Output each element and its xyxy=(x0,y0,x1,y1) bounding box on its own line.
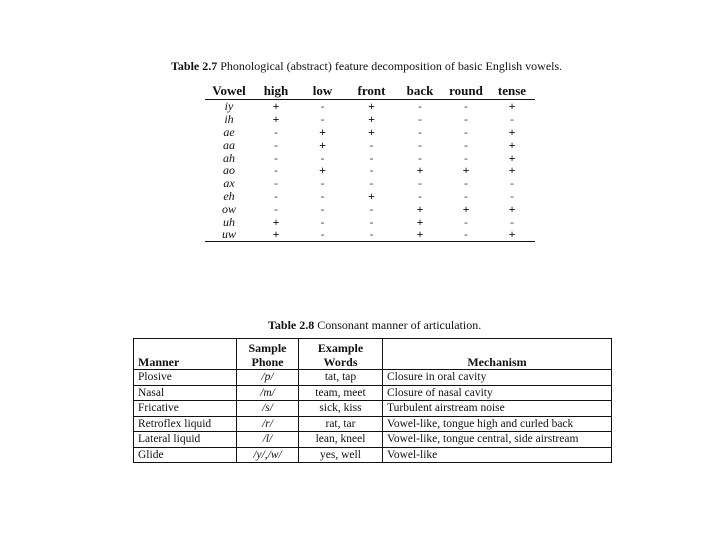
header-front: front xyxy=(357,83,386,98)
header-round: round xyxy=(449,83,483,98)
feature-value: - xyxy=(320,227,325,242)
feature-value: - xyxy=(510,176,514,191)
feature-value: - xyxy=(274,124,278,139)
example-words-cell: rat, tar xyxy=(299,416,383,432)
feature-value: - xyxy=(369,214,374,229)
header-high: high xyxy=(263,83,289,98)
feature-value: + xyxy=(368,99,375,114)
mechanism-cell: Vowel-like xyxy=(383,447,612,463)
manner-cell: Plosive xyxy=(134,370,237,386)
vowel-symbol: iy xyxy=(224,99,234,114)
feature-value: - xyxy=(274,188,278,203)
sample-phone-cell: /m/ xyxy=(237,385,299,401)
feature-value: + xyxy=(272,112,280,127)
vowel-row xyxy=(205,113,535,126)
feature-value: - xyxy=(464,124,468,139)
header-low: low xyxy=(312,83,333,98)
header-sample-phone-line2: Phone xyxy=(251,355,284,369)
vowel-symbol: ih xyxy=(224,112,234,127)
vowel-table-header-row xyxy=(205,83,535,100)
vowel-row xyxy=(205,126,535,139)
feature-value: - xyxy=(320,201,325,216)
header-tense: tense xyxy=(497,83,527,98)
feature-value: + xyxy=(508,163,516,178)
feature-value: + xyxy=(272,214,280,229)
feature-value: + xyxy=(462,163,470,178)
feature-value: + xyxy=(416,227,424,242)
feature-value: - xyxy=(464,188,468,203)
feature-value: + xyxy=(319,163,326,178)
feature-value: - xyxy=(418,112,422,127)
feature-value: - xyxy=(418,188,422,203)
feature-value: + xyxy=(508,137,516,152)
feature-value: - xyxy=(464,137,468,152)
feature-value: + xyxy=(508,227,516,242)
sample-phone-cell: /y/,/w/ xyxy=(237,447,299,463)
vowel-feature-table xyxy=(205,83,535,242)
consonant-row xyxy=(134,432,612,448)
feature-value: - xyxy=(274,176,278,191)
table-2-8-label: Table 2.8 xyxy=(268,318,315,332)
feature-value: + xyxy=(416,201,424,216)
feature-value: - xyxy=(320,99,325,114)
consonant-row xyxy=(134,385,612,401)
feature-value: - xyxy=(418,124,422,139)
feature-value: - xyxy=(464,150,468,165)
vowel-symbol: ao xyxy=(223,163,235,178)
feature-value: - xyxy=(418,137,422,152)
consonant-manner-table xyxy=(133,338,612,463)
feature-value: - xyxy=(274,201,278,216)
mechanism-cell: Vowel-like, tongue high and curled back xyxy=(383,416,612,432)
vowel-symbol: eh xyxy=(223,188,235,203)
mechanism-cell: Closure of nasal cavity xyxy=(383,385,612,401)
feature-value: + xyxy=(462,201,470,216)
feature-value: + xyxy=(272,99,280,114)
feature-value: - xyxy=(510,214,514,229)
header-example-words xyxy=(299,339,383,370)
consonant-row xyxy=(134,447,612,463)
consonant-table-header-row xyxy=(134,339,612,370)
mechanism-cell: Closure in oral cavity xyxy=(383,370,612,386)
consonant-row xyxy=(134,370,612,386)
feature-value: - xyxy=(464,176,468,191)
feature-value: - xyxy=(369,137,374,152)
manner-cell: Lateral liquid xyxy=(134,432,237,448)
feature-value: - xyxy=(510,112,514,127)
example-words-cell: sick, kiss xyxy=(299,401,383,417)
mechanism-cell: Vowel-like, tongue central, side airstream xyxy=(383,432,612,448)
feature-value: - xyxy=(369,163,374,178)
vowel-symbol: uh xyxy=(223,214,235,229)
vowel-symbol: ax xyxy=(223,176,235,191)
feature-value: - xyxy=(418,150,422,165)
mechanism-cell: Turbulent airstream noise xyxy=(383,401,612,417)
header-sample-phone-line1: Sample xyxy=(248,341,287,355)
feature-value: - xyxy=(320,214,325,229)
header-back: back xyxy=(406,83,434,98)
feature-value: - xyxy=(320,150,325,165)
example-words-cell: tat, tap xyxy=(299,370,383,386)
vowel-row xyxy=(205,202,535,215)
feature-value: - xyxy=(274,163,278,178)
feature-value: + xyxy=(368,188,375,203)
feature-value: - xyxy=(510,188,514,203)
feature-value: + xyxy=(508,124,516,139)
table-2-7-label: Table 2.7 xyxy=(171,59,218,73)
vowel-symbol: ah xyxy=(223,150,235,165)
vowel-symbol: aa xyxy=(223,137,235,152)
feature-value: + xyxy=(368,112,375,127)
feature-value: + xyxy=(368,124,375,139)
feature-value: - xyxy=(464,227,468,242)
sample-phone-cell: /p/ xyxy=(237,370,299,386)
vowel-symbol: ow xyxy=(221,201,236,216)
table-2-8-caption xyxy=(268,318,481,333)
feature-value: - xyxy=(369,176,374,191)
feature-value: + xyxy=(508,201,516,216)
feature-value: - xyxy=(369,150,374,165)
feature-value: + xyxy=(319,137,326,152)
feature-value: + xyxy=(508,150,516,165)
vowel-symbol: ae xyxy=(223,124,235,139)
header-vowel: Vowel xyxy=(212,83,246,98)
feature-value: - xyxy=(320,112,325,127)
manner-cell: Nasal xyxy=(134,385,237,401)
feature-value: - xyxy=(274,150,278,165)
sample-phone-cell: /s/ xyxy=(237,401,299,417)
vowel-row xyxy=(205,151,535,164)
consonant-row xyxy=(134,401,612,417)
manner-cell: Fricative xyxy=(134,401,237,417)
sample-phone-cell: /l/ xyxy=(237,432,299,448)
feature-value: + xyxy=(416,163,424,178)
example-words-cell: team, meet xyxy=(299,385,383,401)
feature-value: + xyxy=(416,214,424,229)
example-words-cell: lean, kneel xyxy=(299,432,383,448)
table-2-7-caption xyxy=(171,59,562,74)
header-sample-phone xyxy=(237,339,299,370)
feature-value: - xyxy=(418,99,422,114)
vowel-row xyxy=(205,190,535,203)
feature-value: - xyxy=(274,137,278,152)
vowel-symbol: uw xyxy=(221,227,236,242)
sample-phone-cell: /r/ xyxy=(237,416,299,432)
vowel-row xyxy=(205,215,535,228)
table-2-7-caption-text: Phonological (abstract) feature decomposition of basic English vowels. xyxy=(220,59,563,73)
manner-cell: Glide xyxy=(134,447,237,463)
feature-value: - xyxy=(369,227,374,242)
vowel-row xyxy=(205,177,535,190)
vowel-row xyxy=(205,100,535,113)
feature-value: - xyxy=(464,214,468,229)
example-words-cell: yes, well xyxy=(299,447,383,463)
feature-value: - xyxy=(320,176,325,191)
vowel-row xyxy=(205,164,535,177)
feature-value: + xyxy=(319,124,326,139)
feature-value: - xyxy=(418,176,422,191)
header-example-words-line1: Example xyxy=(317,341,364,355)
feature-value: - xyxy=(369,201,374,216)
consonant-row xyxy=(134,416,612,432)
feature-value: - xyxy=(464,99,468,114)
vowel-row xyxy=(205,228,535,241)
manner-cell: Retroflex liquid xyxy=(134,416,237,432)
header-manner: Manner xyxy=(134,339,237,370)
table-2-8-caption-text: Consonant manner of articulation. xyxy=(317,318,482,332)
header-example-words-line2: Words xyxy=(323,355,358,369)
feature-value: + xyxy=(272,227,280,242)
header-mechanism: Mechanism xyxy=(383,339,612,370)
feature-value: - xyxy=(320,188,325,203)
feature-value: - xyxy=(464,112,468,127)
feature-value: + xyxy=(508,99,516,114)
vowel-row xyxy=(205,138,535,151)
